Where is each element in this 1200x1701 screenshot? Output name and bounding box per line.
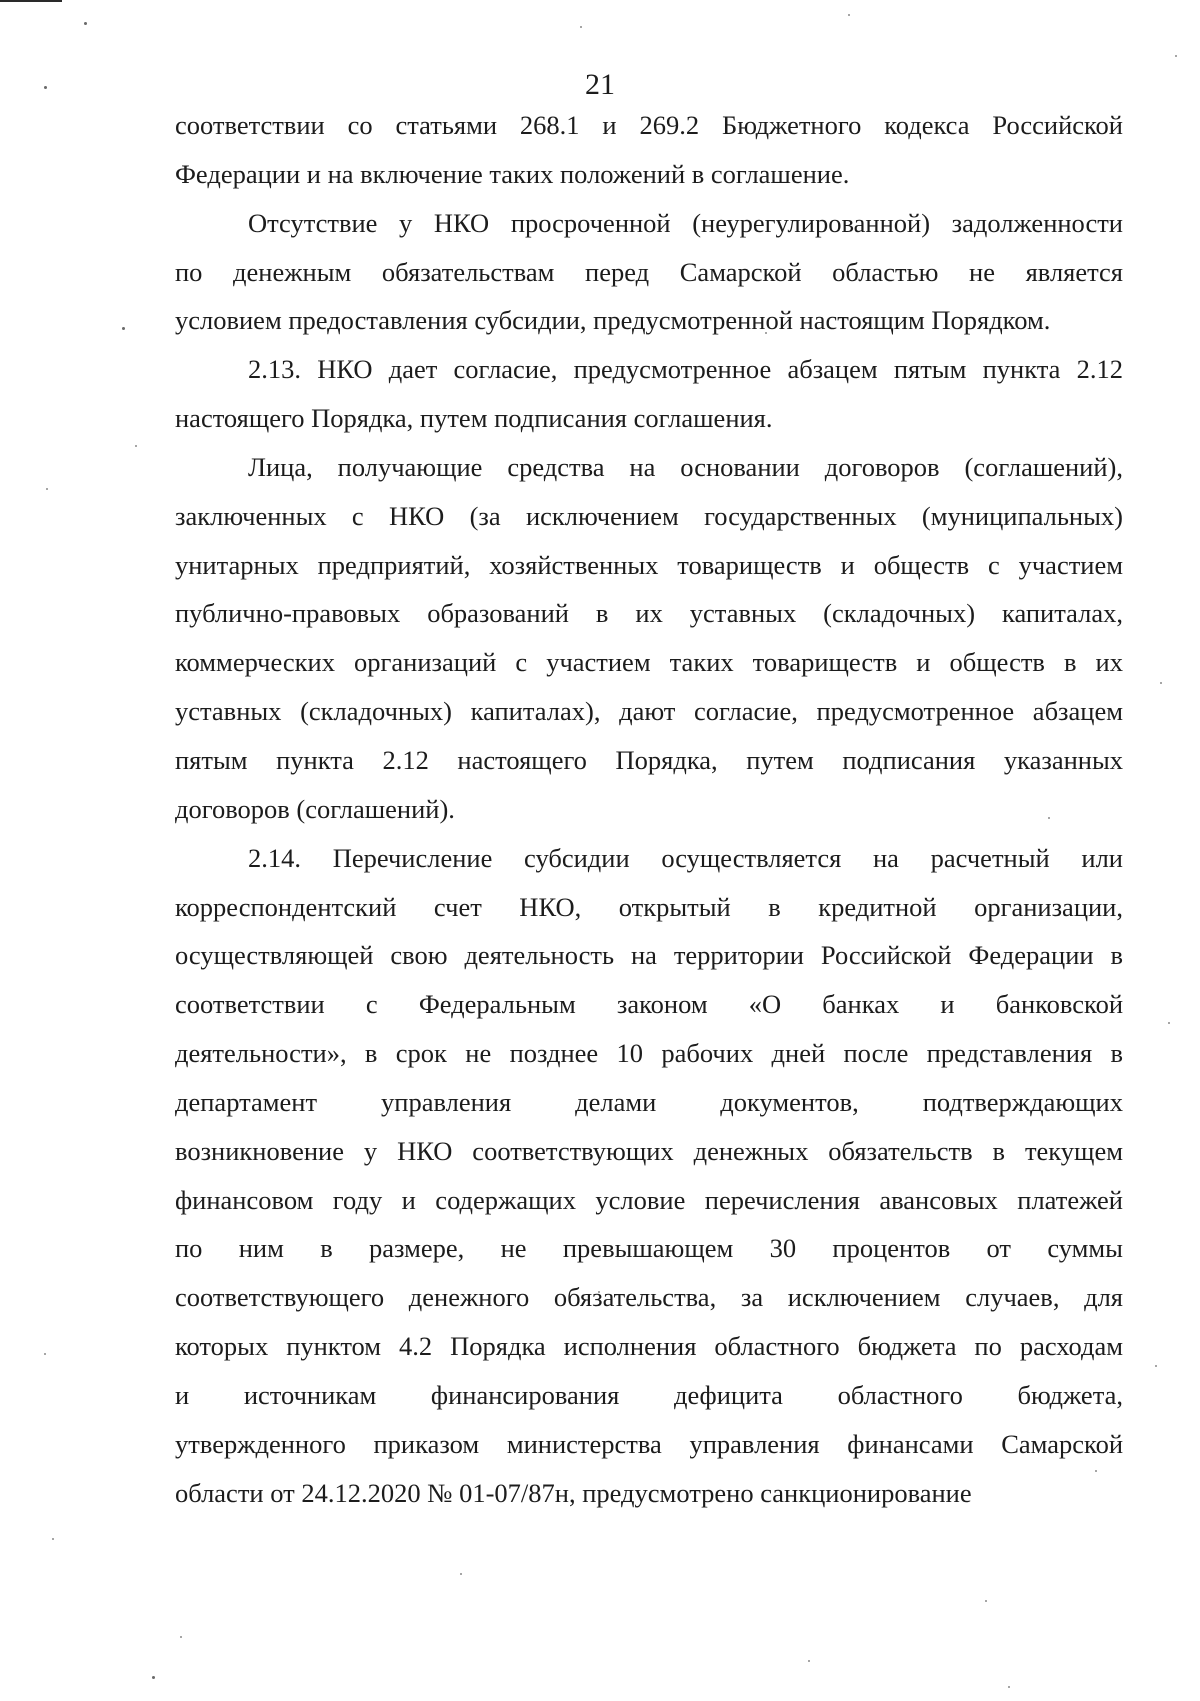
page-number: 21 bbox=[585, 68, 615, 101]
scan-speck bbox=[1168, 1022, 1170, 1024]
text-line: по денежным обязательствам перед Самарской областью не является bbox=[175, 256, 1123, 287]
scan-speck bbox=[44, 1353, 46, 1355]
text-line: возникновение у НКО соответствующих денежных обязательств в текущем bbox=[175, 1135, 1123, 1166]
text-line: Федерации и на включение таких положений в соглашение. bbox=[175, 158, 850, 189]
text-line: Отсутствие у НКО просроченной (неурегулированной) задолженности bbox=[248, 207, 1123, 238]
scan-speck bbox=[985, 1600, 987, 1602]
text-line: Лица, получающие средства на основании договоров (соглашений), bbox=[248, 451, 1123, 482]
paragraph-p1 bbox=[175, 101, 1123, 199]
scan-speck bbox=[1160, 682, 1162, 684]
text-line: 2.13. НКО дает согласие, предусмотренное абзацем пятым пункта 2.12 bbox=[248, 354, 1123, 385]
text-line: корреспондентский счет НКО, открытый в кредитной организации, bbox=[175, 891, 1123, 922]
text-line: пятым пункта 2.12 настоящего Порядка, путем подписания указанных bbox=[175, 744, 1123, 775]
text-line: департамент управления делами документов, подтверждающих bbox=[175, 1086, 1123, 1117]
scan-speck bbox=[580, 26, 582, 28]
text-line: условием предоставления субсидии, предусмотренной настоящим Порядком. bbox=[175, 305, 1051, 336]
scan-speck bbox=[1175, 55, 1177, 57]
text-line: осуществляющей свою деятельность на территории Российской Федерации в bbox=[175, 940, 1123, 971]
scan-speck bbox=[46, 488, 48, 490]
text-line: публично-правовых образований в их уставных (складочных) капиталах, bbox=[175, 598, 1123, 629]
scan-speck bbox=[122, 327, 125, 330]
scan-speck bbox=[848, 14, 850, 16]
text-line: коммерческих организаций с участием таких товариществ и обществ в их bbox=[175, 647, 1123, 678]
text-line: соответствующего денежного обязательства, за исключением случаев, для bbox=[175, 1282, 1123, 1313]
scan-speck bbox=[808, 1660, 810, 1662]
text-line: заключенных с НКО (за исключением государственных (муниципальных) bbox=[175, 500, 1123, 531]
scan-speck bbox=[460, 1573, 462, 1575]
scan-speck bbox=[1008, 1686, 1010, 1688]
text-line: и источникам финансирования дефицита областного бюджета, bbox=[175, 1379, 1123, 1410]
text-line: соответствии с Федеральным законом «О банках и банковской bbox=[175, 989, 1123, 1020]
text-line: которых пунктом 4.2 Порядка исполнения областного бюджета по расходам bbox=[175, 1331, 1123, 1362]
scan-speck bbox=[84, 22, 87, 25]
paragraph-p3 bbox=[175, 345, 1123, 443]
text-line: финансовом году и содержащих условие перечисления авансовых платежей bbox=[175, 1184, 1123, 1215]
document-body bbox=[175, 101, 1123, 1517]
text-line: деятельности», в срок не позднее 10 рабочих дней после представления в bbox=[175, 1038, 1123, 1069]
text-line: утвержденного приказом министерства управления финансами Самарской bbox=[175, 1428, 1123, 1459]
text-line: 2.14. Перечисление субсидии осуществляется на расчетный или bbox=[248, 842, 1123, 873]
text-line: настоящего Порядка, путем подписания соглашения. bbox=[175, 403, 773, 434]
text-line: области от 24.12.2020 № 01-07/87н, предусмотрено санкционирование bbox=[175, 1477, 972, 1508]
text-line: уставных (складочных) капиталах), дают согласие, предусмотренное абзацем bbox=[175, 696, 1123, 727]
paragraph-p5 bbox=[175, 834, 1123, 1518]
text-line: соответствии со статьями 268.1 и 269.2 Бюджетного кодекса Российской bbox=[175, 110, 1123, 140]
paragraph-p2 bbox=[175, 199, 1123, 346]
scan-edge-rule bbox=[0, 0, 62, 2]
text-line: по ним в размере, не превышающем 30 процентов от суммы bbox=[175, 1233, 1123, 1264]
scan-speck bbox=[52, 1538, 54, 1540]
scan-speck bbox=[152, 1676, 155, 1679]
text-line: унитарных предприятий, хозяйственных товариществ и обществ с участием bbox=[175, 549, 1123, 580]
paragraph-p4 bbox=[175, 443, 1123, 834]
scan-speck bbox=[180, 1636, 182, 1638]
scan-speck bbox=[135, 445, 137, 447]
text-line: договоров (соглашений). bbox=[175, 793, 455, 824]
scan-speck bbox=[1155, 1365, 1157, 1367]
